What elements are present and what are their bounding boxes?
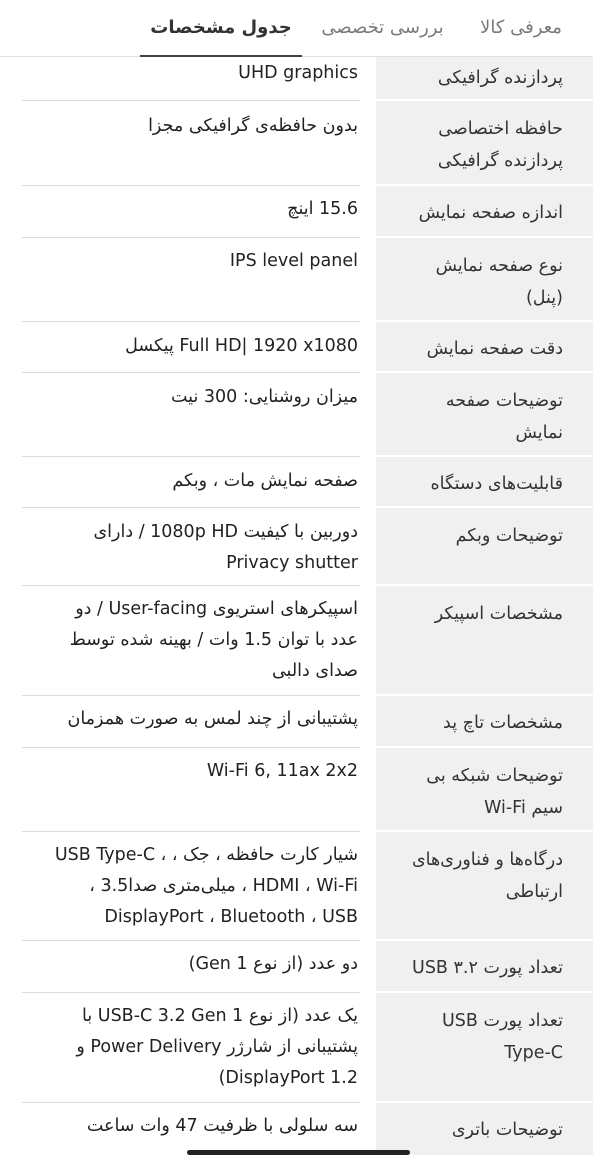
- spec-value: اسپیکرهای استریوی User-facing / دو عدد با توان 1.5 وات / بهینه شده توسط صدای دالبی: [69, 599, 358, 681]
- spec-label: مشخصات تاچ پد: [443, 713, 563, 733]
- spec-row: [0, 186, 593, 238]
- tab-product-intro[interactable]: معرفی کالا: [480, 17, 562, 38]
- spec-row: [0, 373, 593, 457]
- spec-label: توضیحات شبکه بی سیم Wi-Fi: [426, 766, 563, 818]
- spec-label: توضیحات باتری: [451, 1120, 563, 1140]
- spec-row: [0, 322, 593, 373]
- spec-row: [0, 101, 593, 186]
- spec-value: سه سلولی با ظرفیت 47 وات ساعت: [86, 1116, 358, 1136]
- spec-row: [0, 696, 593, 748]
- spec-label: قابلیت‌های دستگاه: [430, 474, 563, 494]
- home-indicator[interactable]: [187, 1150, 410, 1155]
- spec-value: دو عدد (از نوع Gen 1): [188, 954, 358, 974]
- spec-row: [0, 832, 593, 941]
- spec-label: تعداد پورت USB ۳.۲: [412, 958, 563, 978]
- spec-label: توضیحات صفحه نمایش: [445, 391, 563, 443]
- tab-specifications[interactable]: جدول مشخصات: [140, 0, 302, 56]
- spec-label: درگاه‌ها و فناوری‌های ارتباطی: [411, 850, 563, 902]
- spec-value: شیار کارت حافظه ، جک ، USB Type-C ، HDMI ، Wi-Fi ، میلی‌متری صدا3.5 ، DisplayPort ، Bluetooth ، USB: [54, 845, 358, 927]
- spec-label: تعداد پورت USB Type-C: [441, 1011, 563, 1063]
- spec-row: [0, 1103, 593, 1155]
- spec-value: صفحه نمایش مات ، وبکم: [172, 471, 358, 491]
- spec-value: Wi-Fi 6, 11ax 2x2: [206, 761, 358, 781]
- spec-value: UHD graphics: [238, 63, 358, 83]
- spec-label: حافظه اختصاصی پردازنده گرافیکی: [437, 119, 563, 171]
- spec-value: Full HD| 1920 x1080 پیکسل: [125, 336, 358, 356]
- spec-table: [0, 57, 593, 1155]
- spec-label: اندازه صفحه نمایش: [418, 203, 563, 223]
- spec-value: بدون حافظه‌ی گرافیکی مجزا: [148, 116, 358, 136]
- spec-value: 15.6 اینچ: [287, 199, 358, 219]
- spec-value: یک عدد (از نوع USB-C 3.2 Gen 1 با پشتیبانی از شارژر Power Delivery و DisplayPort 1.2): [76, 1006, 358, 1088]
- spec-row: [0, 941, 593, 993]
- spec-row: [0, 508, 593, 586]
- spec-value: میزان روشنایی: 300 نیت: [171, 387, 358, 407]
- spec-label: مشخصات اسپیکر: [434, 604, 563, 624]
- spec-row: [0, 238, 593, 322]
- tab-bar: [0, 0, 593, 57]
- tab-expert-review[interactable]: بررسی تخصصی: [321, 17, 444, 38]
- spec-label: توضیحات وبکم: [455, 526, 563, 546]
- spec-value: پشتیبانی از چند لمس به صورت همزمان: [67, 709, 358, 729]
- spec-row: [0, 57, 593, 101]
- spec-label: نوع صفحه نمایش (پنل): [435, 256, 563, 308]
- spec-value: IPS level panel: [229, 251, 358, 271]
- spec-row: [0, 993, 593, 1103]
- spec-label: پردازنده گرافیکی: [437, 68, 563, 88]
- spec-value: دوربین با کیفیت 1080p HD / دارای Privacy shutter: [93, 522, 358, 573]
- spec-row: [0, 586, 593, 696]
- spec-row: [0, 748, 593, 832]
- spec-label: دقت صفحه نمایش: [426, 339, 563, 359]
- spec-row: [0, 457, 593, 508]
